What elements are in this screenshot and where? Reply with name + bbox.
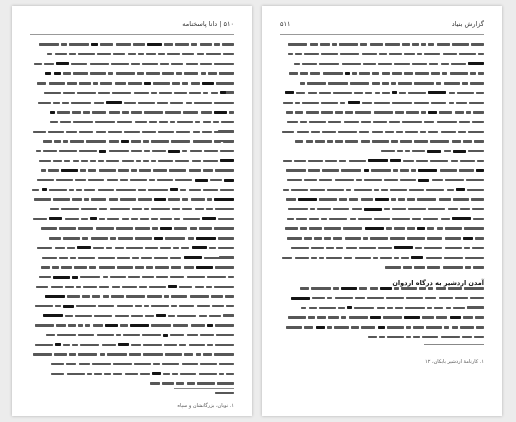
text-line — [30, 176, 234, 185]
text-line — [30, 379, 234, 388]
text-line — [280, 176, 484, 185]
text-line — [280, 137, 484, 146]
section-heading-text: آمدن اردشیر به درگاه اردوان — [392, 279, 484, 287]
text-line — [280, 108, 484, 117]
text-line — [280, 243, 484, 252]
text-line — [280, 79, 484, 88]
text-line — [30, 79, 234, 88]
text-line — [280, 147, 484, 156]
text-line — [280, 98, 484, 107]
left-page-header — [30, 20, 234, 32]
text-line — [30, 214, 234, 223]
text-line — [30, 273, 234, 282]
text-line — [280, 303, 484, 312]
left-body-text — [30, 40, 234, 389]
text-line — [30, 88, 234, 97]
text-line — [30, 340, 234, 349]
right-section-heading — [280, 268, 484, 287]
left-footnote — [30, 392, 234, 409]
right-body-text-bottom — [280, 284, 484, 342]
text-line — [30, 234, 234, 243]
text-line — [280, 118, 484, 127]
text-line — [30, 137, 234, 146]
text-line — [30, 253, 234, 262]
text-line — [280, 156, 484, 165]
text-line — [30, 311, 234, 320]
text-line — [30, 321, 234, 330]
left-header-title: ۵۱۰ | دانا پاسخنامه — [182, 20, 234, 28]
text-line — [30, 59, 234, 68]
text-line — [30, 243, 234, 252]
text-line — [30, 224, 234, 233]
text-line — [280, 313, 484, 322]
text-line — [280, 224, 484, 233]
text-line — [30, 127, 234, 136]
text-line — [30, 350, 234, 359]
text-line — [30, 195, 234, 204]
right-page — [262, 6, 502, 416]
text-line — [280, 127, 484, 136]
text-line — [280, 40, 484, 49]
left-footnote-text: ۱. نوبان، بزرگانشان و سپاه — [177, 403, 234, 409]
text-line — [280, 69, 484, 78]
text-line — [30, 69, 234, 78]
text-line — [280, 185, 484, 194]
text-line — [280, 59, 484, 68]
text-line — [280, 253, 484, 262]
text-line — [30, 50, 234, 59]
right-footnote — [280, 348, 484, 365]
text-line — [30, 369, 234, 378]
text-line — [30, 292, 234, 301]
right-page-number: ۵۱۱ — [280, 20, 291, 28]
text-line — [30, 156, 234, 165]
text-line — [280, 88, 484, 97]
text-line — [30, 302, 234, 311]
text-line — [280, 332, 484, 341]
text-line — [280, 284, 484, 293]
left-footnote-rule — [174, 388, 234, 389]
text-line — [280, 294, 484, 303]
text-line — [30, 166, 234, 175]
text-line — [280, 166, 484, 175]
text-line — [30, 118, 234, 127]
text-line — [280, 214, 484, 223]
text-line — [280, 195, 484, 204]
text-line — [280, 234, 484, 243]
right-body-text-top — [280, 40, 484, 273]
text-line — [30, 147, 234, 156]
text-line — [30, 360, 234, 369]
right-header-rule — [280, 34, 484, 35]
right-footnote-rule — [424, 344, 484, 345]
text-line — [30, 205, 234, 214]
text-line — [280, 205, 484, 214]
text-line — [30, 331, 234, 340]
text-line — [30, 185, 234, 194]
text-line — [30, 40, 234, 49]
right-header-title: گزارش بنیاد — [451, 20, 484, 28]
text-line — [280, 323, 484, 332]
text-line — [30, 108, 234, 117]
right-page-header — [280, 20, 484, 32]
text-line — [30, 98, 234, 107]
text-line — [280, 50, 484, 59]
text-line — [30, 263, 234, 272]
text-line — [30, 282, 234, 291]
left-page — [12, 6, 252, 416]
left-header-rule — [30, 34, 234, 35]
right-footnote-text: ۱. کارنامهٔ اردشیر بابکان، ۱۲ — [425, 359, 484, 365]
